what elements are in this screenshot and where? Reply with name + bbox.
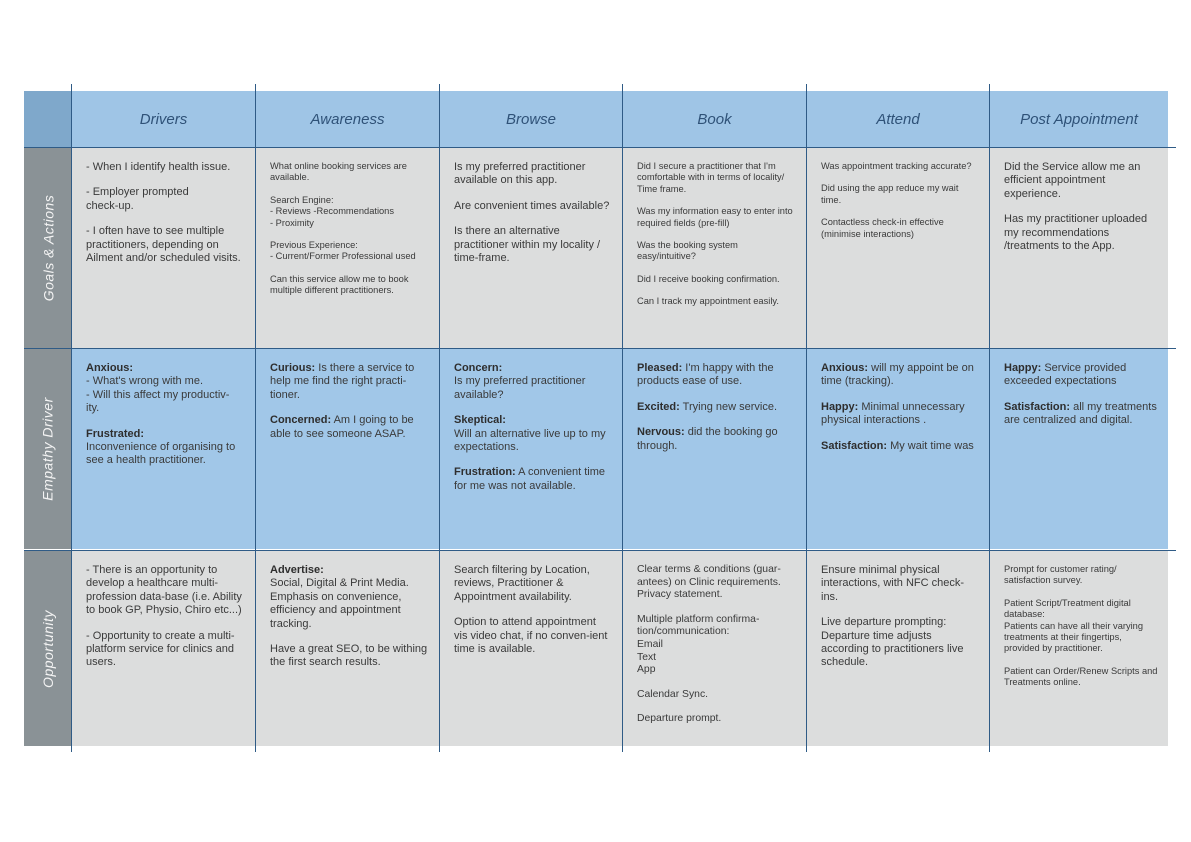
goals-awareness-text-3: Previous Experience: - Current/Former Professional used bbox=[270, 240, 416, 262]
attend-satisfaction-text: My wait time was bbox=[887, 439, 974, 452]
goals-post-cell bbox=[990, 148, 1168, 348]
empathy-attend-anxious bbox=[821, 362, 979, 389]
goals-book-cell bbox=[623, 148, 806, 348]
empathy-post-cell bbox=[990, 349, 1168, 549]
empathy-post-happy bbox=[1004, 362, 1158, 389]
empathy-post-satisfaction bbox=[1004, 401, 1158, 428]
frustration-text: A convenient time for me was not available. bbox=[454, 466, 606, 492]
attend-satisfaction-label: Satisfaction: bbox=[821, 439, 888, 452]
row-label-goals-text: Goals & Actions bbox=[40, 194, 56, 302]
opportunity-attend-cell bbox=[807, 551, 989, 746]
pleased-label: Pleased: bbox=[637, 362, 683, 374]
opportunity-post-text-2: Patient Script/Treatment digital database: Patients can have all their varying treatments at their fingertips, provided by practitioner. bbox=[1004, 597, 1144, 654]
goals-book-text-2: Was my information easy to enter into required fields (pre-fill) bbox=[637, 206, 793, 228]
attend-anxious-text: will my appoint be on time (tracking). bbox=[821, 362, 974, 388]
goals-post-text-2: Has my practitioner uploaded my recommendations /treatments to the App. bbox=[1004, 213, 1148, 253]
opportunity-drivers-text-1: - There is an opportunity to develop a healthcare multi-profession data-base (i.e. Ability to book GP, Physio, Chiro etc...) bbox=[86, 564, 242, 617]
opportunity-book-cell bbox=[623, 551, 806, 746]
excited-text: Trying new service. bbox=[679, 400, 777, 413]
nervous-label: Nervous: bbox=[637, 426, 685, 439]
goals-browse-cell bbox=[440, 148, 622, 348]
goals-browse-text-2: Are convenient times available? bbox=[454, 199, 610, 212]
goals-browse-text-1: Is my preferred practitioner available on this app. bbox=[454, 161, 586, 187]
row-label-opportunity-text: Opportunity bbox=[40, 609, 56, 688]
empathy-awareness-concerned bbox=[270, 414, 429, 441]
pleased-text: I'm happy with the products ease of use. bbox=[637, 362, 774, 388]
empathy-drivers-cell bbox=[72, 349, 255, 549]
goals-drivers-text-1: - When I identify health issue. bbox=[86, 161, 231, 173]
empathy-attend-cell bbox=[807, 349, 989, 549]
goals-book-text-4: Did I receive booking confirmation. bbox=[637, 273, 780, 284]
empathy-book-cell bbox=[623, 349, 806, 549]
row-label-empathy bbox=[24, 349, 72, 549]
header-attend: Attend bbox=[807, 91, 989, 147]
header-drivers: Drivers bbox=[72, 91, 255, 147]
goals-post-text-1: Did the Service allow me an efficient appointment experience. bbox=[1004, 161, 1141, 200]
empathy-book-excited bbox=[637, 401, 796, 414]
goals-attend-text-2: Did using the app reduce my wait time. bbox=[821, 183, 959, 205]
opportunity-drivers-cell bbox=[72, 551, 255, 746]
opportunity-awareness-cell bbox=[256, 551, 439, 746]
opportunity-post-text-3: Patient can Order/Renew Scripts and Treatments online. bbox=[1004, 665, 1158, 688]
attend-anxious-label: Anxious: bbox=[821, 362, 869, 374]
skeptical-label: Skeptical: bbox=[454, 414, 506, 427]
column-divider bbox=[255, 84, 256, 752]
goals-drivers-cell bbox=[72, 148, 255, 348]
goals-drivers-text-3: - I often have to see multiple practitioners, depending on Ailment and/or scheduled visits. bbox=[86, 225, 241, 265]
column-divider bbox=[806, 84, 807, 752]
opportunity-post-text-1: Prompt for customer rating/ satisfaction survey. bbox=[1004, 564, 1117, 586]
empathy-awareness-curious bbox=[270, 362, 429, 402]
empathy-browse-skeptical bbox=[454, 414, 612, 454]
goals-book-text-3: Was the booking system easy/intuitive? bbox=[637, 240, 738, 262]
opportunity-awareness-advertise bbox=[270, 564, 429, 631]
opportunity-browse-text-1: Search filtering by Location, reviews, Practitioner & Appointment availability. bbox=[454, 564, 590, 603]
attend-happy-label: Happy: bbox=[821, 400, 859, 413]
goals-awareness-text-2: Search Engine: - Reviews -Recommendations - Proximity bbox=[270, 194, 395, 228]
row-divider bbox=[24, 550, 1176, 551]
header-book: Book bbox=[623, 91, 806, 147]
goals-awareness-text-4: Can this service allow me to book multiple different practitioners. bbox=[270, 273, 409, 296]
opportunity-book-text-3: Calendar Sync. bbox=[637, 688, 709, 700]
attend-happy-text: Minimal unnecessary physical interactions . bbox=[821, 400, 965, 427]
row-divider bbox=[24, 147, 1176, 148]
opportunity-awareness-seo: Have a great SEO, to be withing the first search results. bbox=[270, 643, 428, 669]
empathy-attend-happy bbox=[821, 401, 979, 428]
header-browse: Browse bbox=[440, 91, 622, 147]
advertise-text: Social, Digital & Print Media. Emphasis on convenience, efficiency and appointment tracking. bbox=[270, 577, 409, 630]
row-divider bbox=[24, 348, 1176, 349]
nervous-text: did the booking go through. bbox=[637, 426, 778, 452]
empathy-drivers-frustrated bbox=[86, 428, 245, 468]
goals-attend-text-1: Was appointment tracking accurate? bbox=[821, 161, 972, 171]
goals-book-text-1: Did I secure a practitioner that I'm comfortable with in terms of locality/ Time frame. bbox=[637, 161, 785, 194]
opportunity-post-cell bbox=[990, 551, 1168, 746]
frustrated-label: Frustrated: bbox=[86, 427, 145, 440]
excited-label: Excited: bbox=[637, 400, 680, 413]
post-satisfaction-text: all my treatments are centralized and digital. bbox=[1004, 400, 1157, 427]
concern-label: Concern: bbox=[454, 362, 503, 374]
frustration-label: Frustration: bbox=[454, 466, 516, 479]
row-label-opportunity bbox=[24, 551, 72, 746]
empathy-awareness-cell bbox=[256, 349, 439, 549]
header-corner bbox=[24, 91, 72, 147]
header-post-appointment: Post Appointment bbox=[990, 91, 1168, 147]
concerned-text: Am I going to be able to see someone ASAP. bbox=[270, 414, 414, 440]
opportunity-browse-cell bbox=[440, 551, 622, 746]
goals-attend-cell bbox=[807, 148, 989, 348]
goals-drivers-text-2: - Employer prompted check-up. bbox=[86, 186, 189, 212]
skeptical-text: Will an alternative live up to my expectations. bbox=[454, 427, 606, 454]
column-divider bbox=[71, 84, 72, 752]
opportunity-attend-text-2: Live departure prompting: Departure time adjusts according to practitioners live schedule. bbox=[821, 616, 964, 669]
goals-attend-text-3: Contactless check-in effective (minimise interactions) bbox=[821, 217, 944, 239]
post-happy-text: Service provided exceeded expectations bbox=[1004, 362, 1127, 388]
post-satisfaction-label: Satisfaction: bbox=[1004, 400, 1071, 413]
opportunity-book-text-1: Clear terms & conditions (guar-antees) on Clinic requirements. Privacy statement. bbox=[637, 564, 781, 601]
opportunity-browse-text-2: Option to attend appointment vis video chat, if no conven-ient time is available. bbox=[454, 616, 608, 656]
empathy-drivers-anxious bbox=[86, 362, 245, 416]
advertise-label: Advertise: bbox=[270, 564, 324, 576]
empathy-browse-frustration bbox=[454, 466, 612, 493]
empathy-book-pleased bbox=[637, 362, 796, 389]
goals-awareness-text-1: What online booking services are available. bbox=[270, 161, 407, 183]
opportunity-book-text-4: Departure prompt. bbox=[637, 713, 722, 725]
empathy-browse-cell bbox=[440, 349, 622, 549]
anxious-label: Anxious: bbox=[86, 362, 134, 374]
curious-text: Is there a service to help me find the right practi-tioner. bbox=[270, 362, 415, 401]
opportunity-drivers-text-2: - Opportunity to create a multi-platform service for clinics and users. bbox=[86, 629, 235, 669]
empathy-attend-satisfaction bbox=[821, 440, 979, 453]
anxious-text: - What's wrong with me. - Will this affect my productiv- ity. bbox=[86, 375, 230, 415]
empathy-book-nervous bbox=[637, 426, 796, 453]
goals-browse-text-3: Is there an alternative practitioner within my locality / time-frame. bbox=[454, 225, 601, 265]
column-divider bbox=[622, 84, 623, 752]
opportunity-attend-text-1: Ensure minimal physical interactions, with NFC check-ins. bbox=[821, 564, 965, 603]
concerned-label: Concerned: bbox=[270, 414, 332, 427]
opportunity-book-text-2: Multiple platform confirma-tion/communication: Email Text App bbox=[637, 613, 760, 676]
column-divider bbox=[989, 84, 990, 752]
post-happy-label: Happy: bbox=[1004, 362, 1042, 374]
curious-label: Curious: bbox=[270, 362, 316, 374]
goals-book-text-5: Can I track my appointment easily. bbox=[637, 296, 779, 307]
frustrated-text: Inconvenience of organising to see a health practitioner. bbox=[86, 441, 236, 467]
header-awareness: Awareness bbox=[256, 91, 439, 147]
concern-text: Is my preferred practitioner available? bbox=[454, 375, 586, 401]
row-label-empathy-text: Empathy Driver bbox=[40, 397, 56, 501]
column-divider bbox=[439, 84, 440, 752]
empathy-browse-concern bbox=[454, 362, 612, 402]
goals-awareness-cell bbox=[256, 148, 439, 348]
row-label-goals bbox=[24, 148, 72, 348]
